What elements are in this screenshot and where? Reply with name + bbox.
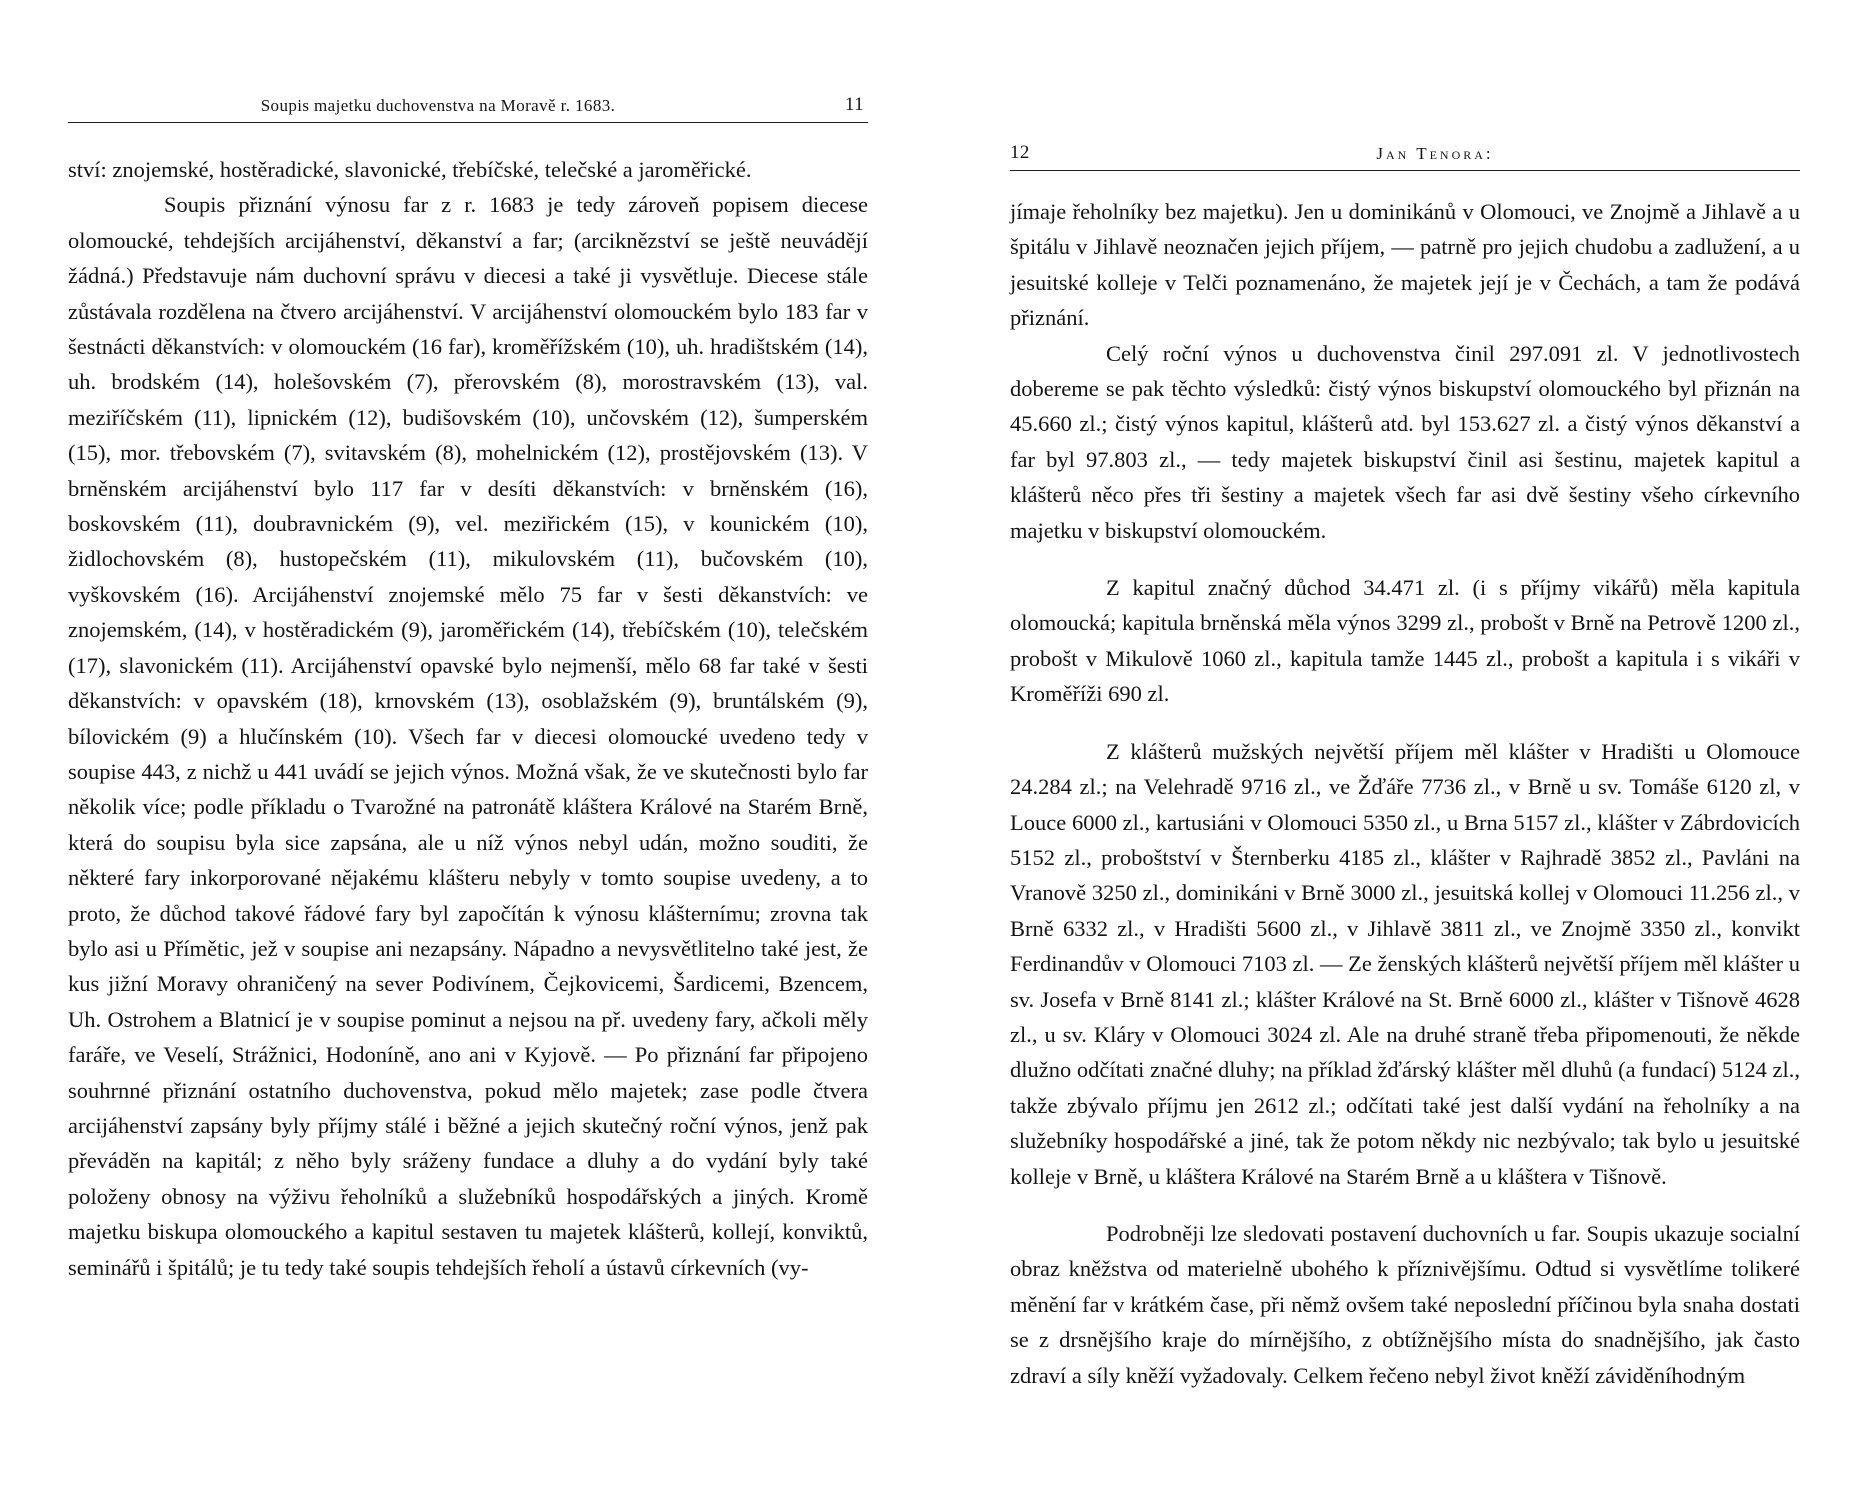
right-page-number: 12: [1010, 142, 1030, 163]
right-paragraph-1: jímaje řeholníky bez majetku). Jen u dominikánů v Olomouci, ve Znojmě a Jihlavě a u špitálu v Jihlavě neoznačen jejich příjem, — patrně pro jejich chudobu a zadlužení, a u jesuitské kolleje v Telči poznamenáno, že majetek její je v Čechách, a tam že podává přiznání.: [1010, 199, 1800, 331]
left-page-number: 11: [844, 94, 864, 115]
right-running-head: [1010, 130, 1800, 171]
left-paragraph-2: Soupis přiznání výnosu far z r. 1683 je tedy zároveň popisem diecese olomoucké, tehdejších arcijáhenství, děkanství a far; (arciknězství se ještě neuvádějí žádná.) Představuje nám duchovní správu v diecesi a také ji vysvětluje. Diecese stále zůstávala rozdělena na čtvero arcijáhenství. V arcijáhenství olomouckém bylo 183 far v šestnácti děkanstvích: v olomouckém (16 far), kroměřížském (10), uh. hradištském (14), uh. brodském (14), holešovském (7), přerovském (8), morostravském (13), val. meziříčském (11), lipnickém (12), budišovském (10), unčovském (12), šumperském (15), mor. třebovském (7), svitavském (8), mohelnickém (12), prostějovském (13). V brněnském arcijáhenství bylo 117 far v desíti děkanstvích: v brněnském (16), boskovském (11), doubravnickém (9), vel. meziřickém (15), v kounickém (10), židlochovském (8), hustopečském (11), mikulovském (11), bučovském (10), vyškovském (16). Arcijáhenství znojemské mělo 75 far v šesti děkanstvích: ve znojemském, (14), v hostěradickém (9), jaroměřickém (14), třebíčském (10), telečském (17), slavonickém (11). Arcijáhenství opavské bylo nejmenší, mělo 68 far také v šesti děkanstvích: v opavském (18), krnovském (13), osoblažském (9), bruntálském (9), bílovickém (9) a hlučínském (10). Všech far v diecesi olomoucké uvedeno tedy v soupise 443, z nichž u 441 uvádí se jejich výnos. Možná však, že ve skutečnosti bylo far několik více; podle příkladu o Tvarožné na patronátě kláštera Králové na Starém Brně, která do soupisu byla sice zapsána, ale u níž výnos nebyl udán, možno souditi, že některé fary inkorporované nějakému klášteru nebyly v tomto soupise uvedeny, a to proto, že důchod takové řádové fary byl započítán k výnosu klášternímu; zrovna tak bylo asi u Přímětic, jež v soupise ani nezapsány. Nápadno a nevysvětlitelno také jest, že kus jižní Moravy ohraničený na sever Podivínem, Čejkovicemi, Šardicemi, Bzencem, Uh. Ostrohem a Blatnicí je v soupise pominut a nejsou na př. uvedeny fary, ačkoli měly faráře, ve Veselí, Strážnici, Hodoníně, ano ani v Kyjově. — Po přiznání far připojeno souhrnné přiznání ostatního duchovenstva, pokud mělo majetek; zase podle čtvera arcijáhenství zapsány byly příjmy stálé i běžné a jejich skutečný roční výnos, jenž pak převáděn na kapitál; z něho byly sráženy fundace a dluhy a do vydání byly také položeny obnosy na výživu řeholníků a služebníků hospodářských a jiných. Kromě majetku biskupa olomouckého a kapitul sestaven tu majetek klášterů, kollejí, konviktů, seminářů i špitálů; je tu tedy také soupis tehdejších řeholí a ústavů církevních (vy-: [68, 192, 868, 1280]
left-running-head: [68, 82, 868, 123]
left-paragraph-1: ství: znojemské, hostěradické, slavonické, třebíčské, telečské a jaroměřické.: [68, 157, 752, 182]
right-running-title: Jan Tenora:: [1376, 144, 1494, 163]
right-paragraph-5: Podrobněji lze sledovati postavení duchovních u far. Soupis ukazuje socialní obraz kněžstva od materielně ubohého k příznivějšímu. Odtud si vysvětlíme tolikeré měnění far v krátkém čase, při němž ovšem také neposlední příčinou byla snaha dostati se z drsnějšího kraje do mírnějšího, z obtížnějšího místa do snadnějšího, jak často zdraví a síly kněží vyžadovaly. Celkem řečeno nebyl život kněží záviděníhodným: [1010, 1220, 1800, 1388]
right-page: [1010, 0, 1800, 1501]
right-paragraph-4: Z klášterů mužských největší příjem měl klášter v Hradišti u Olomouce 24.284 zl.; na Velehradě 9716 zl., ve Žďáře 7736 zl., v Brně u sv. Tomáše 6120 zl, v Louce 6000 zl., kartusiáni v Olomouci 5350 zl., u Brna 5157 zl., klášter v Zábrdovicích 5152 zl., proboštství v Šternberku 4185 zl., klášter v Rajhradě 3852 zl., Pavláni na Vranově 3250 zl., dominikáni v Brně 3000 zl., jesuitská kollej v Olomouci 11.256 zl., v Brně 6332 zl., v Hradišti 5600 zl., v Jihlavě 3811 zl., ve Znojmě 3350 zl., konvikt Ferdinandův v Olomouci 7103 zl. — Ze ženských klášterů největší příjem měl klášter u sv. Josefa v Brně 8141 zl.; klášter Králové na St. Brně 6000 zl., klášter v Tišnově 4628 zl., u sv. Kláry v Olomouci 3024 zl. Ale na druhé straně třeba připomenouti, že někde dlužno odčítati značné dluhy; na příklad žďárský klášter měl dluhů (a fundací) 5124 zl., takže zbývalo příjmu jen 2612 zl.; odčítati také jest další vydání na řeholníky a na služebníky hospodářské a jiné, tak že potom někdy nic nezbývalo; tak bylo u jesuitské kolleje v Brně, u kláštera Králové na Starém Brně a u kláštera v Tišnově.: [1010, 738, 1800, 1189]
right-paragraph-3: Z kapitul značný důchod 34.471 zl. (i s příjmy vikářů) měla kapitula olomoucká; kapitula brněnská měla výnos 3299 zl., probošt v Brně na Petrově 1200 zl., probošt v Mikulově 1060 zl., kapitula tamže 1445 zl., probošt a kapitula i s vikáři v Kroměříži 690 zl.: [1010, 575, 1800, 707]
left-page: [68, 0, 868, 1501]
right-paragraph-2: Celý roční výnos u duchovenstva činil 297.091 zl. V jednotlivostech dobereme se pak těchto výsledků: čistý výnos biskupství olomouckého byl přiznán na 45.660 zl.; čistý výnos kapitul, klášterů atd. byl 153.627 zl. a čistý výnos děkanství a far byl 97.803 zl., — tedy majetek biskupství činil asi šestinu, majetek kapitul a klášterů něco přes tři šestiny a majetek všech far asi dvě šestiny všeho církevního majetku v biskupství olomouckém.: [1010, 340, 1800, 543]
left-running-title: Soupis majetku duchovenstva na Moravě r. 1683.: [260, 96, 616, 115]
right-body-text: [1010, 194, 1800, 1393]
left-body-text: [68, 152, 868, 1285]
